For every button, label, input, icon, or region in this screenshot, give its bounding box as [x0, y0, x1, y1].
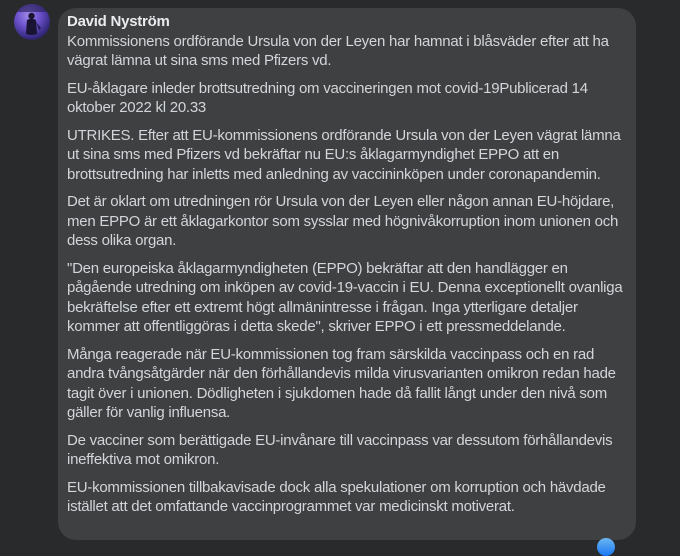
reaction-badge-icon[interactable]: [597, 538, 615, 556]
message-paragraph: Det är oklart om utredningen rör Ursula von der Leyen eller någon annan EU-höjdare, men EPPO är ett åklagarkontor som sysslar med högnivåkorruption inom unionen och dess olika organ.: [67, 193, 619, 249]
avatar[interactable]: [14, 4, 50, 40]
message-paragraph: EU-kommissionen tillbakavisade dock alla spekulationer om korruption och hävdade istället att det omfattande vaccinprogrammet var medicinskt motiverat.: [67, 478, 606, 515]
message-bubble[interactable]: [58, 8, 636, 540]
message-paragraph: EU-åklagare inleder brottsutredning om vaccineringen mot covid-19Publicerad 14 oktober 2022 kl 20.33: [67, 79, 588, 116]
message-paragraph: De vacciner som berättigade EU-invånare till vaccinpass var dessutom förhållandevis ineffektiva mot omikron.: [67, 431, 613, 468]
message-paragraph: "Den europeiska åklagarmyndigheten (EPPO) bekräftar att den handlägger en pågående utredning om inköpen av covid-19-vaccin i EU. Denna exceptionellt ovanliga bekräftelse efter ett extremt högt allmänintresse i frågan. Inga ytterligare detaljer kommer att offentliggöras i detta skede", skriver EPPO i ett pressmeddelande.: [67, 259, 623, 335]
message-paragraph: UTRIKES. Efter att EU-kommissionens ordförande Ursula von der Leyen vägrat lämna ut sina sms med Pfizers vd bekräftar nu EU:s åklagarmyndighet EPPO att en brottsutredning har inletts med anledning av vaccininköpen under coronapandemin.: [67, 126, 621, 183]
message-paragraph: Kommissionens ordförande Ursula von der Leyen har hamnat i blåsväder efter att ha vägrat lämna ut sina sms med Pfizers vd.: [67, 32, 609, 69]
message-paragraph: Många reagerade när EU-kommissionen tog fram särskilda vaccinpass och en rad andra tvångsåtgärder när den förhållandevis milda virusvarianten omikron redan hade tagit över i unionen. Dödligheten i sjukdomen hade då fallit långt under den nivå som gäller för vanlig influensa.: [67, 345, 616, 421]
sender-name: David Nyström: [67, 13, 170, 30]
avatar-photo-icon: [14, 4, 50, 40]
